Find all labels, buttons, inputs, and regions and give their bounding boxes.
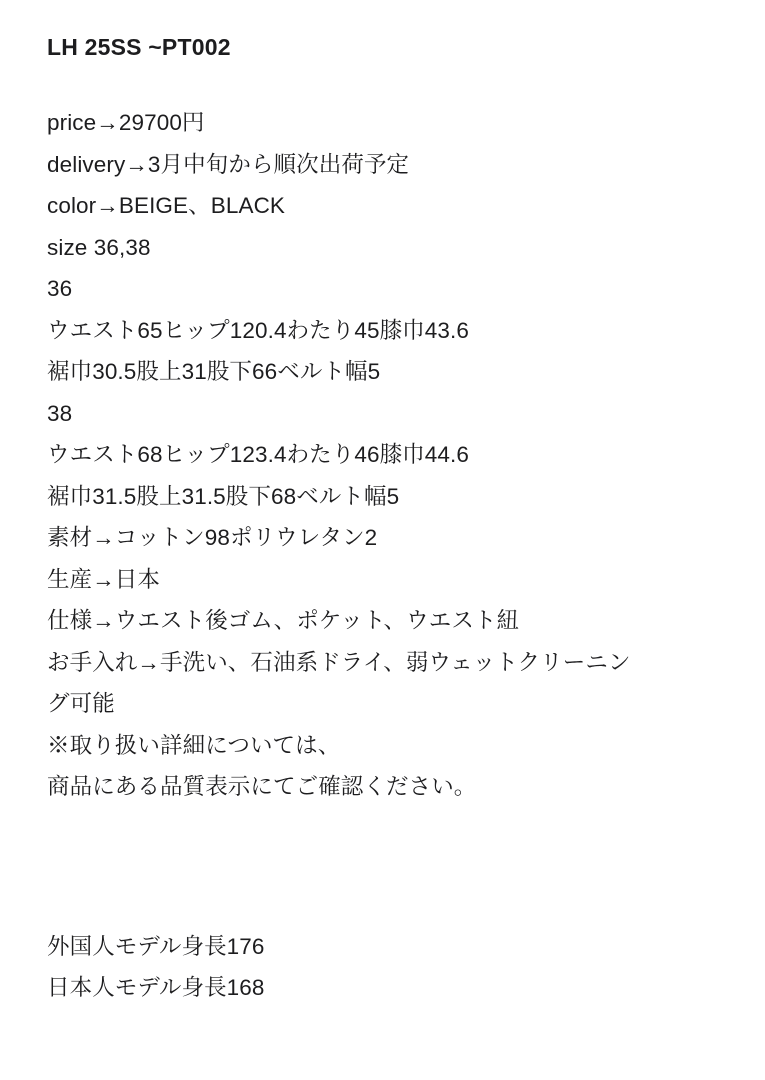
- spec-list: [47, 102, 765, 808]
- model-line-japanese: 日本人モデル身長168: [47, 975, 265, 1000]
- spec-line-price: price→29700円: [47, 110, 205, 135]
- spec-line-note-part1: ※取り扱い詳細については、: [47, 732, 341, 758]
- model-line-foreign: 外国人モデル身長176: [47, 933, 265, 959]
- spec-line-material: 素材→コットン98ポリウレタン2: [47, 525, 378, 550]
- spec-line-size-38-measurements-1: ウエスト68ヒップ123.4わたり46膝巾44.6: [47, 442, 469, 467]
- spec-line-production: 生産→日本: [47, 566, 161, 592]
- spec-line-care-part2: グ可能: [47, 691, 115, 716]
- spec-line-size-38-measurements-2: 裾巾31.5股上31.5股下68ベルト幅5: [47, 483, 400, 509]
- model-info-list: [47, 926, 765, 1009]
- spec-line-delivery: delivery→3月中旬から順次出荷予定: [47, 151, 410, 177]
- spec-line-note-part2: 商品にある品質表示にてご確認ください。: [47, 774, 477, 799]
- spec-line-size: size 36,38: [47, 234, 151, 260]
- spec-line-size-38-label: 38: [47, 400, 73, 426]
- spec-line-care-part1: お手入れ→手洗い、石油系ドライ、弱ウェットクリーニン: [47, 649, 631, 675]
- spec-line-size-36-label: 36: [47, 276, 73, 301]
- spec-line-size-36-measurements-2: 裾巾30.5股上31股下66ベルト幅5: [47, 359, 381, 384]
- spec-line-color: color→BEIGE、BLACK: [47, 193, 286, 218]
- spacer: [47, 808, 765, 926]
- spec-line-size-36-measurements-1: ウエスト65ヒップ120.4わたり45膝巾43.6: [47, 317, 469, 343]
- spec-line-features: 仕様→ウエスト後ゴム、ポケット、ウエスト紐: [47, 608, 520, 633]
- page-title: LH 25SS ~PT002: [47, 34, 231, 60]
